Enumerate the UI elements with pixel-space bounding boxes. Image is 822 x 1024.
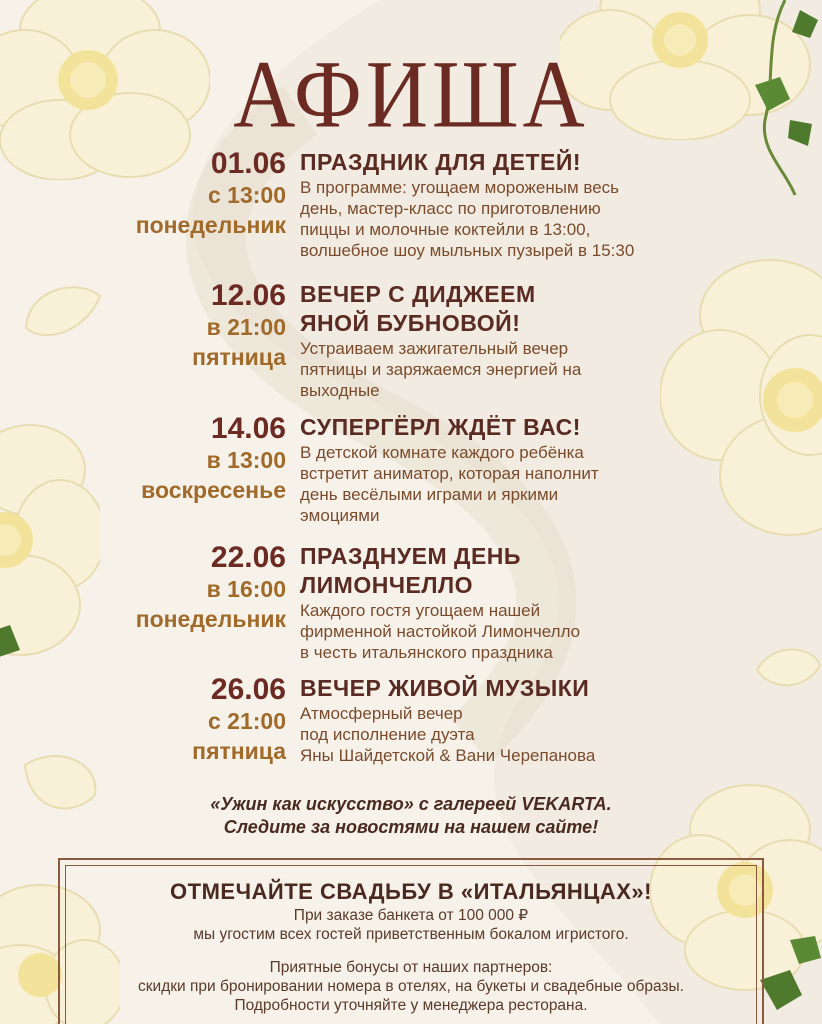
event-date: 14.06 <box>210 412 286 445</box>
event-title: ЯНОЙ БУБНОВОЙ! <box>300 310 521 336</box>
event-info <box>300 542 720 663</box>
event-time: с 21:00 <box>207 708 286 734</box>
event-weekday: понедельник <box>135 212 286 238</box>
petal-icon <box>752 640 822 695</box>
event-when <box>56 413 286 505</box>
wedding-bonus-line: Подробности уточняйте у менеджера ресторана. <box>234 997 588 1014</box>
event-description-line: Каждого гостя угощаем нашей <box>300 601 541 620</box>
page-title: АФИША <box>233 40 589 148</box>
event-title: СУПЕРГЁРЛ ЖДЁТ ВАС! <box>300 414 581 440</box>
event-description-line: В детской комнате каждого ребёнка <box>300 443 584 462</box>
event-description-line: день, мастер-класс по приготовлению <box>300 199 601 218</box>
event-description-line: под исполнение дуэта <box>300 725 475 744</box>
event-weekday: понедельник <box>135 606 286 632</box>
event-weekday: пятница <box>192 738 286 764</box>
wedding-offer-line: мы угостим всех гостей приветственным бокалом игристого. <box>193 926 629 943</box>
event-weekday: пятница <box>192 344 286 370</box>
event-description-line: волшебное шоу мыльных пузырей в 15:30 <box>300 241 635 260</box>
event-description-line: выходные <box>300 381 380 400</box>
event-info <box>300 280 720 401</box>
event-description-line: встретит аниматор, которая наполнит <box>300 464 599 483</box>
event-info <box>300 674 720 766</box>
event-description-line: В программе: угощаем мороженым весь <box>300 178 620 197</box>
wedding-bonus-line: Приятные бонусы от наших партнеров: <box>269 959 553 976</box>
event-description-line: эмоциями <box>300 506 380 525</box>
event-time: в 16:00 <box>206 576 286 602</box>
event-date: 01.06 <box>210 147 286 180</box>
gallery-note <box>0 793 822 839</box>
event-title: ЛИМОНЧЕЛЛО <box>300 572 473 598</box>
event-info <box>300 413 720 526</box>
event-title: ПРАЗДНУЕМ ДЕНЬ <box>300 543 521 569</box>
gallery-note-line: Следите за новостями на нашем сайте! <box>223 817 599 837</box>
wedding-offer-line: При заказе банкета от 100 000 ₽ <box>293 907 529 924</box>
wedding-bonus-line: скидки при бронировании номера в отелях, на букеты и свадебные образы. <box>138 978 684 995</box>
event-when <box>56 148 286 240</box>
event-title: ПРАЗДНИК ДЛЯ ДЕТЕЙ! <box>300 149 582 175</box>
event-date: 22.06 <box>210 541 286 574</box>
event-description-line: в честь итальянского праздника <box>300 643 553 662</box>
event-time: в 13:00 <box>206 447 286 473</box>
event-when <box>56 674 286 766</box>
event-description-line: Яны Шайдетской & Вани Черепанова <box>300 746 596 765</box>
event-description-line: фирменной настойкой Лимончелло <box>300 622 581 641</box>
event-when <box>56 542 286 634</box>
event-title: ВЕЧЕР ЖИВОЙ МУЗЫКИ <box>300 675 590 701</box>
event-description-line: пиццы и молочные коктейли в 13:00, <box>300 220 591 239</box>
event-time: в 21:00 <box>206 314 286 340</box>
event-when <box>56 280 286 372</box>
event-title: ВЕЧЕР С ДИДЖЕЕМ <box>300 281 536 307</box>
gallery-note-line: «Ужин как искусство» с галереей VEKARTA. <box>210 794 612 814</box>
event-description-line: Устраиваем зажигательный вечер <box>300 339 569 358</box>
event-description-line: пятницы и заряжаемся энергией на <box>300 360 582 379</box>
event-description-line: Атмосферный вечер <box>300 704 463 723</box>
event-date: 26.06 <box>210 673 286 706</box>
event-info <box>300 148 720 261</box>
event-weekday: воскресенье <box>141 477 286 503</box>
event-time: с 13:00 <box>207 182 286 208</box>
event-date: 12.06 <box>210 279 286 312</box>
event-description-line: день весёлыми играми и яркими <box>300 485 559 504</box>
wedding-offer-title: ОТМЕЧАЙТЕ СВАДЬБУ В «ИТАЛЬЯНЦАХ»! <box>170 879 652 904</box>
wedding-offer <box>0 878 822 1015</box>
